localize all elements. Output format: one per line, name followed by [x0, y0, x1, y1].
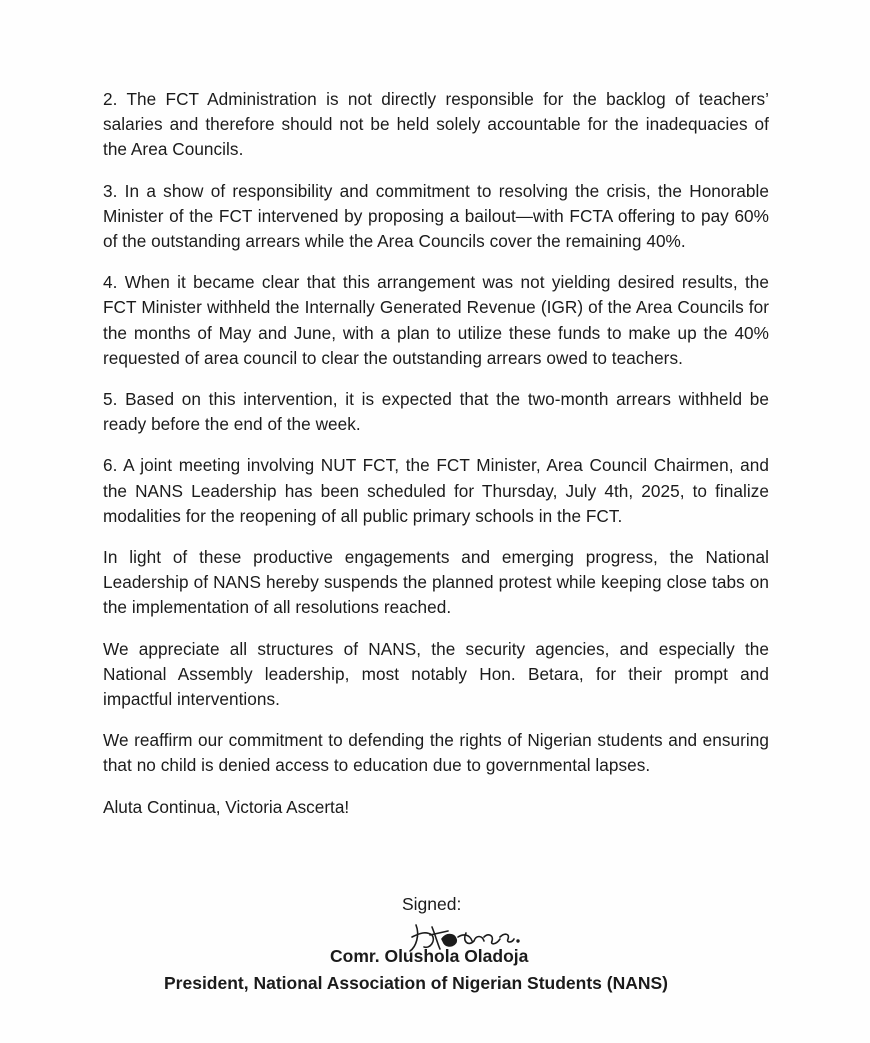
paragraph-appreciation: We appreciate all structures of NANS, the security agencies, and especially the National Assembly leadership, most notably Hon. Betara, for their prompt and impactful interventions.	[103, 638, 769, 710]
paragraph-point-2: 2. The FCT Administration is not directly responsible for the backlog of teachers’ salaries and therefore should not be held solely accountable for the inadequacies of the Area Councils.	[103, 89, 769, 160]
signer-name: Comr. Olushola Oladoja	[330, 946, 529, 966]
letter-body	[103, 87, 769, 820]
closing-slogan: Aluta Continua, Victoria Ascerta!	[103, 796, 350, 817]
signer-title: President, National Association of Nigerian Students (NANS)	[164, 973, 668, 993]
paragraph-commitment: We reaffirm our commitment to defending the rights of Nigerian students and ensuring that no child is denied access to education due to governmental lapses.	[103, 730, 769, 776]
paragraph-suspension-notice: In light of these productive engagements and emerging progress, the National Leadership of NANS hereby suspends the planned protest while keeping close tabs on the implementation of all resolutions reached.	[103, 547, 769, 618]
paragraph-point-4: 4. When it became clear that this arrangement was not yielding desired results, the FCT Minister withheld the Internally Generated Revenue (IGR) of the Area Councils for the months of May and June, with a plan to utilize these funds to make up the 40% requested of area council to clear the outstanding arrears owed to teachers.	[103, 272, 769, 368]
paragraph-point-5: 5. Based on this intervention, it is expected that the two-month arrears withheld be ready before the end of the week.	[103, 389, 769, 435]
signed-label: Signed:	[402, 894, 462, 914]
paragraph-point-6: 6. A joint meeting involving NUT FCT, the FCT Minister, Area Council Chairmen, and the NANS Leadership has been scheduled for Thursday, July 4th, 2025, to finalize modalities for the reopening of all public primary schools in the FCT.	[103, 455, 769, 526]
paragraph-point-3: 3. In a show of responsibility and commitment to resolving the crisis, the Honorable Minister of the FCT intervened by proposing a bailout—with FCTA offering to pay 60% of the outstanding arrears while the Area Councils cover the remaining 40%.	[103, 180, 769, 252]
